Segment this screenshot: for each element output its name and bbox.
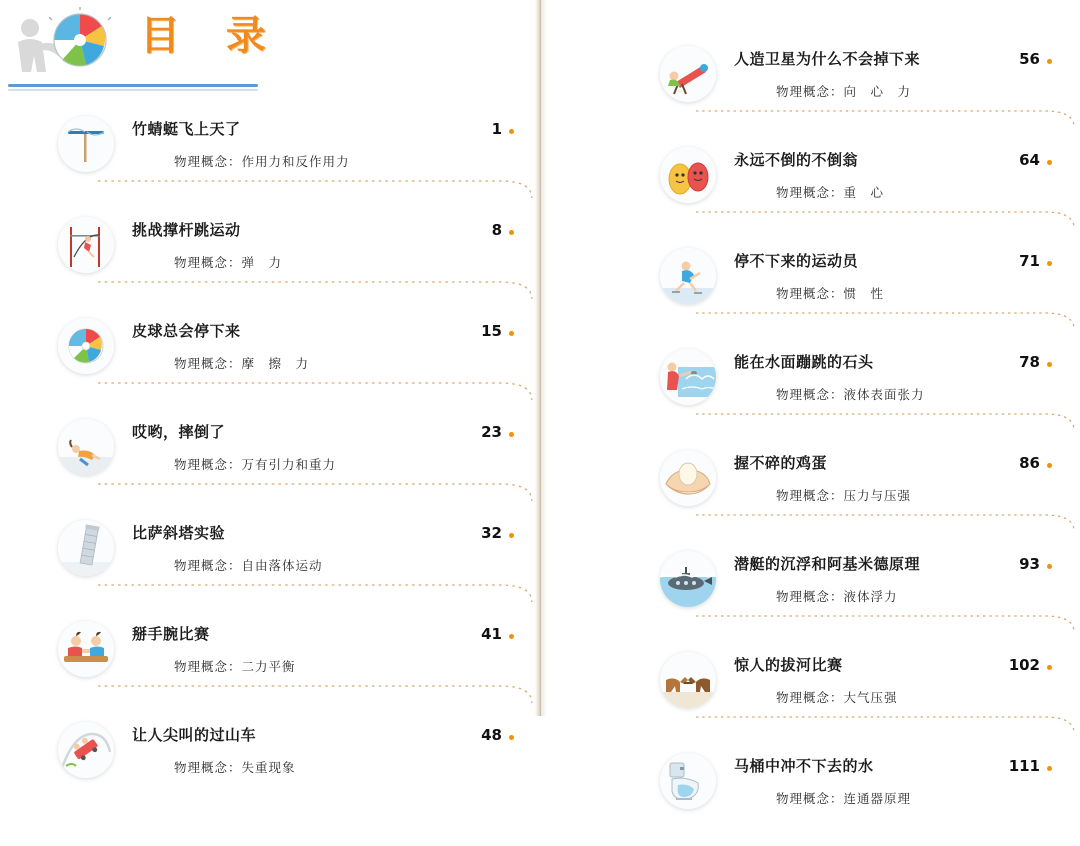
entry-divider <box>98 680 540 704</box>
physics-concept: 物理概念：摩 擦 力 <box>174 357 310 371</box>
chapter-title: 人造卫星为什么不会掉下来 <box>734 50 921 68</box>
beach-ball-and-figure-illustration <box>8 6 128 90</box>
physics-concept: 物理概念：惯 性 <box>776 287 885 301</box>
list-item[interactable] <box>660 139 1052 240</box>
entry-divider <box>98 478 540 502</box>
page-number: 41 <box>481 625 502 643</box>
falling-child-icon <box>58 419 114 475</box>
tumbler-doll-icon <box>660 147 716 203</box>
page-number-dot <box>509 230 514 235</box>
beach-ball-icon <box>58 318 114 374</box>
entry-body <box>132 108 514 170</box>
chapter-title: 潜艇的沉浮和阿基米德原理 <box>734 555 921 573</box>
list-item[interactable] <box>58 512 514 613</box>
entry-body <box>132 613 514 675</box>
page-number: 23 <box>481 423 502 441</box>
page-number: 86 <box>1019 454 1040 472</box>
chapter-title: 掰手腕比赛 <box>132 625 210 643</box>
stone-skipping-icon <box>660 349 716 405</box>
chapter-title: 皮球总会停下来 <box>132 322 241 340</box>
entry-divider <box>696 307 1080 331</box>
left-page <box>0 0 540 775</box>
list-item[interactable] <box>58 411 514 512</box>
chapter-title: 永远不倒的不倒翁 <box>734 151 859 169</box>
toc-list-right <box>540 0 1080 846</box>
chapter-title: 比萨斜塔实验 <box>132 524 226 542</box>
entry-body <box>734 745 1052 807</box>
physics-concept: 物理概念：液体浮力 <box>776 590 898 604</box>
entry-body <box>132 714 514 776</box>
leaning-tower-icon <box>58 520 114 576</box>
entry-body <box>734 341 1052 403</box>
physics-concept: 物理概念：液体表面张力 <box>776 388 925 402</box>
page-gutter <box>533 0 547 716</box>
chapter-title: 握不碎的鸡蛋 <box>734 454 828 472</box>
page-number: 8 <box>491 221 502 239</box>
submarine-icon <box>660 551 716 607</box>
list-item[interactable] <box>58 714 514 815</box>
physics-concept: 物理概念：万有引力和重力 <box>174 458 337 472</box>
list-item[interactable] <box>660 240 1052 341</box>
page-number: 48 <box>481 726 502 744</box>
chapter-title: 惊人的拔河比赛 <box>734 656 843 674</box>
ice-skater-icon <box>660 248 716 304</box>
entry-body <box>132 209 514 271</box>
page-number: 1 <box>491 120 502 138</box>
page-number-dot <box>1047 564 1052 569</box>
page-title-block <box>140 13 340 86</box>
entry-body <box>132 411 514 473</box>
physics-concept: 物理概念：二力平衡 <box>174 660 296 674</box>
entry-divider <box>98 175 540 199</box>
entry-divider <box>98 276 540 300</box>
page-number: 15 <box>481 322 502 340</box>
page-number: 64 <box>1019 151 1040 169</box>
list-item[interactable] <box>660 644 1052 745</box>
page-number-dot <box>1047 261 1052 266</box>
chapter-title: 能在水面蹦跳的石头 <box>734 353 874 371</box>
entry-body <box>734 139 1052 201</box>
horses-tug-of-war-icon <box>660 652 716 708</box>
entry-body <box>734 38 1052 100</box>
list-item[interactable] <box>660 442 1052 543</box>
physics-concept: 物理概念：连通器原理 <box>776 792 912 806</box>
entry-divider <box>98 377 540 401</box>
physics-concept: 物理概念：自由落体运动 <box>174 559 323 573</box>
chapter-title: 挑战撑杆跳运动 <box>132 221 241 239</box>
page-number: 56 <box>1019 50 1040 68</box>
entry-body <box>132 310 514 372</box>
page-number-dot <box>509 634 514 639</box>
page-number-dot <box>1047 665 1052 670</box>
entry-body <box>734 543 1052 605</box>
bamboo-dragonfly-icon <box>58 116 114 172</box>
entry-divider <box>696 105 1080 129</box>
page-number-dot <box>1047 160 1052 165</box>
entry-body <box>132 512 514 574</box>
telescope-icon <box>660 46 716 102</box>
right-page <box>540 0 1080 806</box>
entry-body <box>734 240 1052 302</box>
page-title: 目 录 <box>140 13 282 59</box>
physics-concept: 物理概念：失重现象 <box>174 761 296 775</box>
entry-divider <box>696 206 1080 230</box>
arm-wrestling-icon <box>58 621 114 677</box>
entry-divider <box>696 509 1080 533</box>
egg-in-hand-icon <box>660 450 716 506</box>
page-number-dot <box>1047 59 1052 64</box>
chapter-title: 哎哟，摔倒了 <box>132 423 226 441</box>
chapter-title: 让人尖叫的过山车 <box>132 726 257 744</box>
entry-body <box>734 644 1052 706</box>
physics-concept: 物理概念：大气压强 <box>776 691 898 705</box>
list-item[interactable] <box>660 38 1052 139</box>
physics-concept: 物理概念：重 心 <box>776 186 885 200</box>
entry-body <box>734 442 1052 504</box>
page-number-dot <box>509 129 514 134</box>
page-number-dot <box>509 533 514 538</box>
roller-coaster-icon <box>58 722 114 778</box>
list-item[interactable] <box>58 209 514 310</box>
chapter-title: 马桶中冲不下去的水 <box>734 757 874 775</box>
list-item[interactable] <box>58 108 514 209</box>
entry-divider <box>696 711 1080 735</box>
list-item[interactable] <box>660 543 1052 644</box>
entry-divider <box>696 408 1080 432</box>
page-number-dot <box>509 735 514 740</box>
physics-concept: 物理概念：向 心 力 <box>776 85 912 99</box>
physics-concept: 物理概念：弹 力 <box>174 256 283 270</box>
physics-concept: 物理概念：作用力和反作用力 <box>174 155 350 169</box>
page-number: 111 <box>1008 757 1040 775</box>
page-number-dot <box>509 432 514 437</box>
page-number: 102 <box>1008 656 1040 674</box>
list-item[interactable] <box>660 341 1052 442</box>
toc-list-left <box>0 108 540 815</box>
list-item[interactable] <box>58 613 514 714</box>
list-item[interactable] <box>58 310 514 411</box>
entry-divider <box>98 579 540 603</box>
pole-vault-icon <box>58 217 114 273</box>
physics-concept: 物理概念：压力与压强 <box>776 489 912 503</box>
list-item[interactable] <box>660 745 1052 846</box>
chapter-title: 竹蜻蜓飞上天了 <box>132 120 241 138</box>
chapter-title: 停不下来的运动员 <box>734 252 859 270</box>
toilet-icon <box>660 753 716 809</box>
page-number: 32 <box>481 524 502 542</box>
toc-header <box>0 0 540 108</box>
page-number: 93 <box>1019 555 1040 573</box>
page-number: 71 <box>1019 252 1040 270</box>
page-number-dot <box>1047 463 1052 468</box>
entry-divider <box>696 610 1080 634</box>
title-underline <box>8 84 258 92</box>
page-number-dot <box>1047 766 1052 771</box>
page-number-dot <box>1047 362 1052 367</box>
page-number: 78 <box>1019 353 1040 371</box>
page-number-dot <box>509 331 514 336</box>
